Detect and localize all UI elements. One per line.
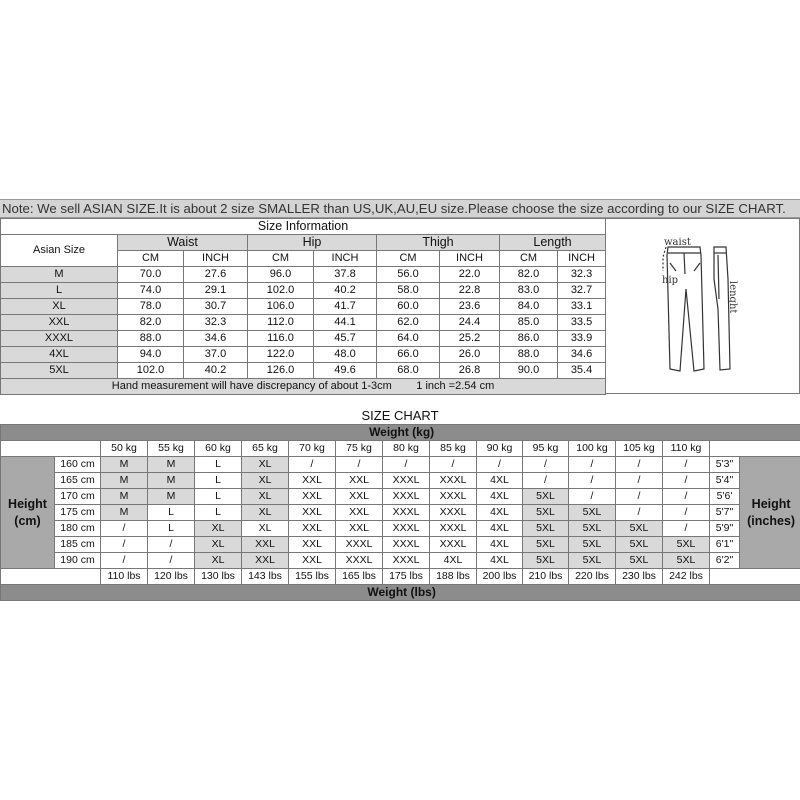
lbs-header-cell: 155 lbs	[289, 569, 336, 585]
size-cell: /	[569, 473, 616, 489]
size-cell: XXXL	[383, 489, 430, 505]
size-cell: XXL	[289, 489, 336, 505]
kg-header-cell: 105 kg	[616, 441, 663, 457]
height-inches-label: Height (inches)	[740, 457, 800, 569]
size-cell: /	[569, 457, 616, 473]
asian-size-cell: XXXL	[1, 331, 118, 347]
size-cell: XXXL	[383, 473, 430, 489]
size-chart-table	[0, 424, 800, 601]
lbs-header-row	[1, 569, 800, 585]
hip-label: hip	[662, 275, 679, 286]
size-cell: /	[523, 473, 569, 489]
size-cell: M	[101, 505, 148, 521]
size-cell: L	[148, 505, 195, 521]
measurement-cell: 33.5	[558, 315, 606, 331]
measurement-cell: 78.0	[118, 299, 184, 315]
size-cell: 5XL	[523, 553, 569, 569]
lbs-header-cell: 230 lbs	[616, 569, 663, 585]
measurement-cell: 102.0	[118, 363, 184, 379]
corner-blank	[710, 569, 800, 585]
measurement-cell: 68.0	[377, 363, 440, 379]
measurement-cell: 40.2	[184, 363, 248, 379]
height-cm-cell: 165 cm	[55, 473, 101, 489]
measure-group-header: Length	[500, 235, 606, 251]
measurement-cell: 26.8	[440, 363, 500, 379]
measurement-cell: 88.0	[500, 347, 558, 363]
size-cell: XXXL	[430, 505, 477, 521]
measurement-cell: 37.0	[184, 347, 248, 363]
size-info-group-row	[1, 235, 606, 251]
size-info-row	[1, 363, 606, 379]
size-cell: /	[336, 457, 383, 473]
size-cell: XL	[242, 505, 289, 521]
size-cell: 5XL	[523, 537, 569, 553]
size-cell: L	[195, 473, 242, 489]
measurement-cell: 106.0	[248, 299, 314, 315]
asian-size-cell: L	[1, 283, 118, 299]
measurement-cell: 74.0	[118, 283, 184, 299]
size-cell: XXL	[242, 553, 289, 569]
measurement-cell: 82.0	[118, 315, 184, 331]
measurement-cell: 44.1	[314, 315, 377, 331]
measurement-cell: 102.0	[248, 283, 314, 299]
size-cell: 4XL	[477, 521, 523, 537]
size-cell: 5XL	[523, 521, 569, 537]
size-cell: 4XL	[477, 473, 523, 489]
weight-kg-band-row	[1, 425, 800, 441]
measurement-footnote: Hand measurement will have discrepancy of about 1-3cm 1 inch =2.54 cm	[1, 379, 606, 395]
lbs-header-cell: 188 lbs	[430, 569, 477, 585]
size-cell: XXL	[289, 553, 336, 569]
height-cm-cell: 175 cm	[55, 505, 101, 521]
size-chart-title: SIZE CHART	[361, 408, 439, 423]
size-cell: /	[101, 553, 148, 569]
kg-header-cell: 110 kg	[663, 441, 710, 457]
height-row	[1, 457, 800, 473]
lbs-header-cell: 220 lbs	[569, 569, 616, 585]
size-cell: /	[569, 489, 616, 505]
measurement-cell: 58.0	[377, 283, 440, 299]
size-cell: /	[101, 537, 148, 553]
size-cell: XXL	[336, 473, 383, 489]
asian-size-cell: XL	[1, 299, 118, 315]
kg-header-row	[1, 441, 800, 457]
lbs-header-cell: 120 lbs	[148, 569, 195, 585]
size-cell: L	[195, 489, 242, 505]
kg-header-cell: 55 kg	[148, 441, 195, 457]
measurement-cell: 24.4	[440, 315, 500, 331]
size-cell: XXXL	[383, 521, 430, 537]
size-cell: XL	[242, 489, 289, 505]
size-info-title: Size Information	[1, 219, 606, 235]
weight-lbs-band: Weight (lbs)	[1, 585, 800, 601]
kg-header-cell: 100 kg	[569, 441, 616, 457]
height-row	[1, 537, 800, 553]
measurement-cell: 26.0	[440, 347, 500, 363]
unit-cm-header: CM	[248, 251, 314, 267]
height-cm-cell: 180 cm	[55, 521, 101, 537]
measurement-cell: 70.0	[118, 267, 184, 283]
height-row	[1, 505, 800, 521]
measurement-cell: 122.0	[248, 347, 314, 363]
size-cell: /	[663, 505, 710, 521]
unit-cm-header: CM	[118, 251, 184, 267]
measurement-cell: 34.6	[558, 347, 606, 363]
unit-cm-header: CM	[377, 251, 440, 267]
measurement-cell: 66.0	[377, 347, 440, 363]
size-cell: M	[148, 489, 195, 505]
size-cell: XXXL	[430, 537, 477, 553]
size-cell: 5XL	[523, 505, 569, 521]
size-cell: M	[101, 489, 148, 505]
measurement-cell: 34.6	[184, 331, 248, 347]
measure-group-header: Thigh	[377, 235, 500, 251]
size-cell: XL	[195, 521, 242, 537]
size-cell: XL	[195, 537, 242, 553]
unit-cm-header: CM	[500, 251, 558, 267]
size-cell: XXXL	[430, 473, 477, 489]
measurement-cell: 22.8	[440, 283, 500, 299]
size-cell: /	[430, 457, 477, 473]
kg-header-cell: 95 kg	[523, 441, 569, 457]
measure-group-header: Hip	[248, 235, 377, 251]
measurement-cell: 49.6	[314, 363, 377, 379]
measurement-cell: 30.7	[184, 299, 248, 315]
measurement-cell: 94.0	[118, 347, 184, 363]
size-cell: XXXL	[383, 553, 430, 569]
size-cell: XXL	[289, 505, 336, 521]
size-cell: /	[523, 457, 569, 473]
size-cell: /	[663, 457, 710, 473]
size-cell: 5XL	[569, 521, 616, 537]
height-cm-cell: 185 cm	[55, 537, 101, 553]
height-inch-cell: 5'4"	[710, 473, 740, 489]
size-info-row	[1, 283, 606, 299]
measurement-cell: 41.7	[314, 299, 377, 315]
size-cell: /	[663, 473, 710, 489]
kg-header-cell: 75 kg	[336, 441, 383, 457]
measurement-cell: 29.1	[184, 283, 248, 299]
size-cell: 4XL	[477, 537, 523, 553]
size-cell: XXXL	[336, 537, 383, 553]
lbs-header-cell: 200 lbs	[477, 569, 523, 585]
size-cell: /	[616, 457, 663, 473]
height-inch-cell: 5'7"	[710, 505, 740, 521]
height-inch-cell: 6'1"	[710, 537, 740, 553]
corner-blank	[1, 569, 101, 585]
measurement-cell: 22.0	[440, 267, 500, 283]
size-cell: M	[101, 457, 148, 473]
measurement-cell: 112.0	[248, 315, 314, 331]
size-cell: /	[148, 553, 195, 569]
measurement-cell: 83.0	[500, 283, 558, 299]
kg-header-cell: 65 kg	[242, 441, 289, 457]
measurement-cell: 40.2	[314, 283, 377, 299]
unit-inch-header: INCH	[314, 251, 377, 267]
lbs-header-cell: 143 lbs	[242, 569, 289, 585]
size-cell: 5XL	[616, 553, 663, 569]
asian-size-header: Asian Size	[1, 235, 118, 267]
height-inch-cell: 5'3"	[710, 457, 740, 473]
size-cell: XXL	[289, 521, 336, 537]
height-inch-cell: 5'6'	[710, 489, 740, 505]
size-info-row	[1, 299, 606, 315]
size-cell: 4XL	[477, 489, 523, 505]
height-cm-cell: 160 cm	[55, 457, 101, 473]
measure-group-header: Waist	[118, 235, 248, 251]
weight-lbs-band-row	[1, 585, 800, 601]
size-cell: L	[195, 505, 242, 521]
size-cell: XXXL	[430, 521, 477, 537]
measurement-cell: 126.0	[248, 363, 314, 379]
size-information-table	[0, 218, 606, 395]
size-cell: XL	[195, 553, 242, 569]
size-cell: XXXL	[383, 537, 430, 553]
height-cm-cell: 170 cm	[55, 489, 101, 505]
size-cell: M	[148, 457, 195, 473]
measurement-cell: 23.6	[440, 299, 500, 315]
size-info-footer-row	[1, 379, 606, 395]
measurement-cell: 90.0	[500, 363, 558, 379]
kg-header-cell: 85 kg	[430, 441, 477, 457]
size-cell: XXL	[242, 537, 289, 553]
size-cell: 5XL	[663, 537, 710, 553]
size-cell: /	[663, 489, 710, 505]
measurement-cell: 85.0	[500, 315, 558, 331]
measurement-cell: 96.0	[248, 267, 314, 283]
size-cell: XXL	[336, 505, 383, 521]
measurement-cell: 62.0	[377, 315, 440, 331]
lbs-header-cell: 242 lbs	[663, 569, 710, 585]
kg-header-cell: 50 kg	[101, 441, 148, 457]
measurement-cell: 48.0	[314, 347, 377, 363]
size-cell: XL	[242, 473, 289, 489]
kg-header-cell: 70 kg	[289, 441, 336, 457]
size-cell: M	[101, 473, 148, 489]
measurement-cell: 37.8	[314, 267, 377, 283]
measurement-cell: 32.7	[558, 283, 606, 299]
kg-header-cell: 80 kg	[383, 441, 430, 457]
size-info-row	[1, 347, 606, 363]
size-cell: XXL	[289, 537, 336, 553]
size-cell: XXL	[336, 489, 383, 505]
unit-inch-header: INCH	[440, 251, 500, 267]
lbs-header-cell: 210 lbs	[523, 569, 569, 585]
size-cell: M	[148, 473, 195, 489]
size-cell: /	[616, 489, 663, 505]
measurement-cell: 116.0	[248, 331, 314, 347]
measurement-cell: 33.1	[558, 299, 606, 315]
trousers-diagram-icon	[606, 219, 799, 393]
measurement-cell: 86.0	[500, 331, 558, 347]
size-cell: L	[148, 521, 195, 537]
height-inch-cell: 6'2"	[710, 553, 740, 569]
lbs-header-cell: 165 lbs	[336, 569, 383, 585]
size-cell: 5XL	[569, 505, 616, 521]
size-cell: 4XL	[477, 553, 523, 569]
size-cell: XXL	[336, 521, 383, 537]
measurement-cell: 60.0	[377, 299, 440, 315]
asian-size-cell: XXL	[1, 315, 118, 331]
trouser-measurement-figure	[605, 218, 800, 394]
lbs-header-cell: 130 lbs	[195, 569, 242, 585]
size-cell: 5XL	[569, 537, 616, 553]
size-cell: L	[195, 457, 242, 473]
size-cell: XXXL	[430, 489, 477, 505]
measurement-cell: 45.7	[314, 331, 377, 347]
asian-size-cell: M	[1, 267, 118, 283]
height-row	[1, 473, 800, 489]
size-cell: /	[616, 473, 663, 489]
size-info-row	[1, 331, 606, 347]
size-cell: /	[383, 457, 430, 473]
asian-size-cell: 5XL	[1, 363, 118, 379]
measurement-cell: 27.6	[184, 267, 248, 283]
kg-header-cell: 90 kg	[477, 441, 523, 457]
size-cell: 4XL	[477, 505, 523, 521]
size-cell: 5XL	[569, 553, 616, 569]
size-cell: XXL	[289, 473, 336, 489]
waist-label: waist	[664, 237, 691, 248]
measurement-cell: 82.0	[500, 267, 558, 283]
unit-inch-header: INCH	[558, 251, 606, 267]
size-cell: /	[148, 537, 195, 553]
size-cell: /	[101, 521, 148, 537]
size-cell: 5XL	[616, 537, 663, 553]
size-info-title-row	[1, 219, 606, 235]
size-cell: /	[289, 457, 336, 473]
asian-size-cell: 4XL	[1, 347, 118, 363]
weight-kg-band: Weight (kg)	[1, 425, 800, 441]
measurement-cell: 88.0	[118, 331, 184, 347]
height-row	[1, 489, 800, 505]
unit-inch-header: INCH	[184, 251, 248, 267]
size-cell: /	[477, 457, 523, 473]
kg-header-cell: 60 kg	[195, 441, 242, 457]
corner-blank	[1, 441, 101, 457]
size-cell: 5XL	[663, 553, 710, 569]
size-note-banner: Note: We sell ASIAN SIZE.It is about 2 size SMALLER than US,UK,AU,EU size.Please choose the size according to our SIZE CHART.	[0, 199, 800, 218]
size-cell: XL	[242, 457, 289, 473]
size-cell: XXXL	[383, 505, 430, 521]
size-cell: 4XL	[430, 553, 477, 569]
size-info-row	[1, 267, 606, 283]
measurement-cell: 32.3	[558, 267, 606, 283]
lbs-header-cell: 175 lbs	[383, 569, 430, 585]
length-label: lenght	[727, 281, 738, 314]
measurement-cell: 25.2	[440, 331, 500, 347]
size-cell: /	[663, 521, 710, 537]
size-cell: XXXL	[336, 553, 383, 569]
size-cell: XL	[242, 521, 289, 537]
size-cell: /	[616, 505, 663, 521]
size-cell: 5XL	[616, 521, 663, 537]
measurement-cell: 35.4	[558, 363, 606, 379]
measurement-cell: 32.3	[184, 315, 248, 331]
height-cm-label: Height (cm)	[1, 457, 55, 569]
corner-blank	[710, 441, 800, 457]
size-info-row	[1, 315, 606, 331]
height-cm-cell: 190 cm	[55, 553, 101, 569]
measurement-cell: 84.0	[500, 299, 558, 315]
size-cell: 5XL	[523, 489, 569, 505]
measurement-cell: 56.0	[377, 267, 440, 283]
height-row	[1, 521, 800, 537]
measurement-cell: 33.9	[558, 331, 606, 347]
measurement-cell: 64.0	[377, 331, 440, 347]
height-row	[1, 553, 800, 569]
lbs-header-cell: 110 lbs	[101, 569, 148, 585]
height-inch-cell: 5'9"	[710, 521, 740, 537]
